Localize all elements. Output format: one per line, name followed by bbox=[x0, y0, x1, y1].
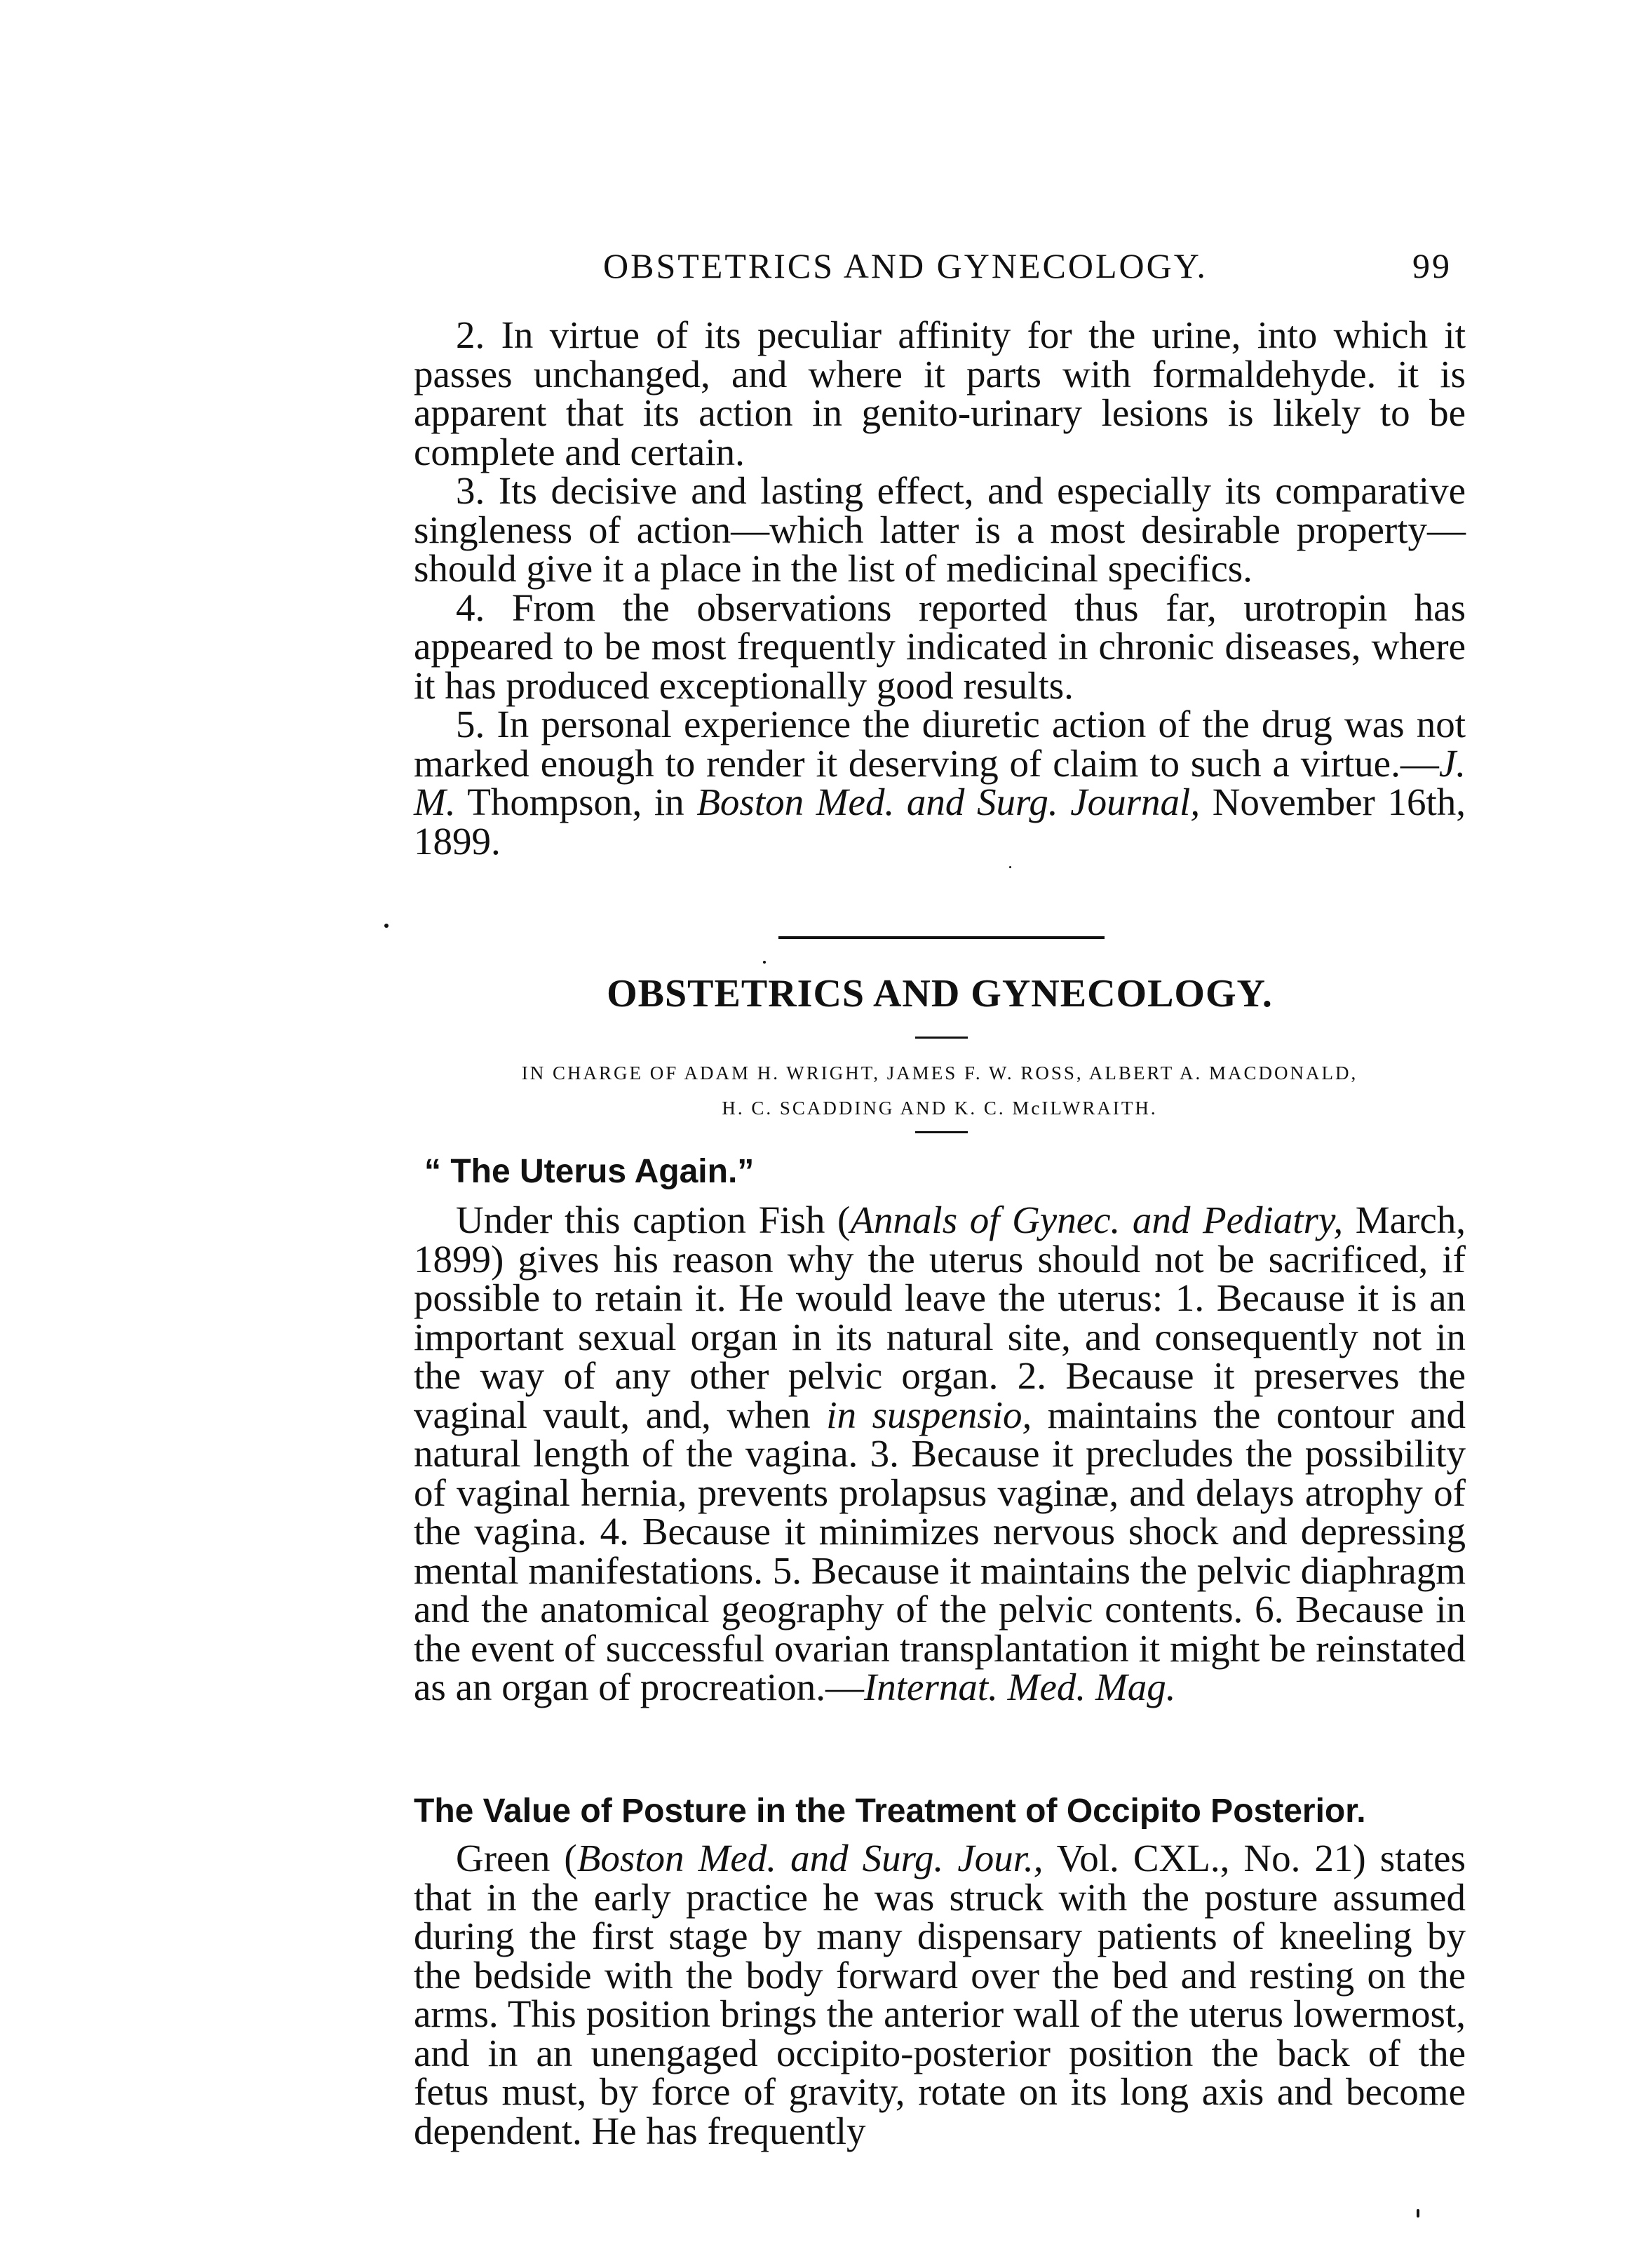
print-speck bbox=[763, 961, 766, 964]
item5-author: J. M. bbox=[414, 741, 1466, 823]
article-posture-body bbox=[414, 1839, 1466, 2150]
conclusion-item: 2. In virtue of its peculiar affinity for the urine, into which it passes unchanged, and where it parts with formaldehyde. it is apparent that its action in genito-urinary lesions is likely to be complete and certain. bbox=[414, 313, 1466, 473]
section-title: OBSTETRICS AND GYNECOLOGY. bbox=[607, 972, 1273, 1015]
latin-phrase: in suspensio, bbox=[826, 1393, 1032, 1436]
print-speck bbox=[1009, 866, 1011, 868]
running-head bbox=[491, 245, 1452, 286]
article-uterus-body bbox=[414, 1201, 1466, 1707]
print-speck bbox=[384, 924, 389, 928]
source-citation: Internat. Med. Mag. bbox=[863, 1666, 1176, 1708]
conclusion-item: 3. Its decisive and lasting effect, and especially its comparative singleness of action—which latter is a most desirable property—should give it a place in the list of medicinal specifics. bbox=[414, 469, 1466, 590]
page-number: 99 bbox=[1412, 246, 1452, 285]
item5-text: 5. In personal experience the diuretic action of the drug was not marked enough to render it deserving of claim to such a virtue.— bbox=[414, 703, 1466, 785]
conclusions-list bbox=[414, 313, 1466, 863]
text-run: Green ( bbox=[456, 1837, 577, 1879]
conclusion-item-5 bbox=[414, 703, 1466, 863]
text-run: March, 1899) gives his reason why the uterus should not be sacrificed, if possible to retain it. He would leave the uterus: 1. Because it is an important sexual organ in its natural site, and consequently not in the way of any other pelvic organ. 2. Because it preserves the vaginal vault, and, when bbox=[414, 1199, 1466, 1436]
article-paragraph bbox=[414, 1201, 1466, 1707]
print-speck bbox=[1417, 2209, 1419, 2218]
item5-mid: Thompson, in bbox=[455, 781, 697, 823]
running-head-title: OBSTETRICS AND GYNECOLOGY. bbox=[603, 246, 1208, 285]
article-paragraph bbox=[414, 1839, 1466, 2150]
editors-credit bbox=[414, 1055, 1466, 1126]
article-heading-posture: The Value of Posture in the Treatment of Occipito Posterior. bbox=[414, 1793, 1366, 1830]
journal-citation: Boston Med. and Surg. Jour., bbox=[576, 1837, 1044, 1879]
credits-rule bbox=[915, 1131, 968, 1133]
journal-citation: Annals of Gynec. and Pediatry, bbox=[850, 1199, 1344, 1241]
item5-date: November 16th, 1899. bbox=[414, 781, 1466, 863]
credits-line: IN CHARGE OF ADAM H. WRIGHT, JAMES F. W. ROSS, ALBERT A. MACDONALD, bbox=[521, 1062, 1358, 1084]
text-run: Under this caption Fish ( bbox=[456, 1199, 851, 1241]
credits-line: H. C. SCADDING AND K. C. McILWRAITH. bbox=[722, 1098, 1158, 1119]
text-run: Vol. CXL., No. 21) states that in the early practice he was struck with the posture assumed during the first stage by many dispensary patients of kneeling by the bedside with the body forward over the bed and resting on the arms. This position brings the anterior wall of the uterus lowermost, and in an unengaged occipito-posterior position the back of the fetus must, by force of gravity, rotate on its long axis and become dependent. He has frequently bbox=[414, 1837, 1466, 2152]
item5-journal: Boston Med. and Surg. Journal, bbox=[696, 781, 1201, 823]
conclusion-item: 4. From the observations reported thus far, urotropin has appeared to be most frequently indicated in chronic diseases, where it has produced exceptionally good results. bbox=[414, 586, 1466, 707]
section-divider bbox=[778, 936, 1105, 939]
text-run: maintains the contour and natural length of the vagina. 3. Because it precludes the possibility of vaginal hernia, prevents prolapsus vaginæ, and delays atrophy of the vagina. 4. Because it minimizes nervous shock and depressing mental manifestations. 5. Because it maintains the pelvic diaphragm and the anatomical geography of the pelvic contents. 6. Because in the event of successful ovarian transplantation it might be reinstated as an organ of procreation.— bbox=[414, 1393, 1466, 1708]
article-heading-uterus: “ The Uterus Again.” bbox=[424, 1153, 755, 1190]
title-rule bbox=[915, 1037, 968, 1039]
